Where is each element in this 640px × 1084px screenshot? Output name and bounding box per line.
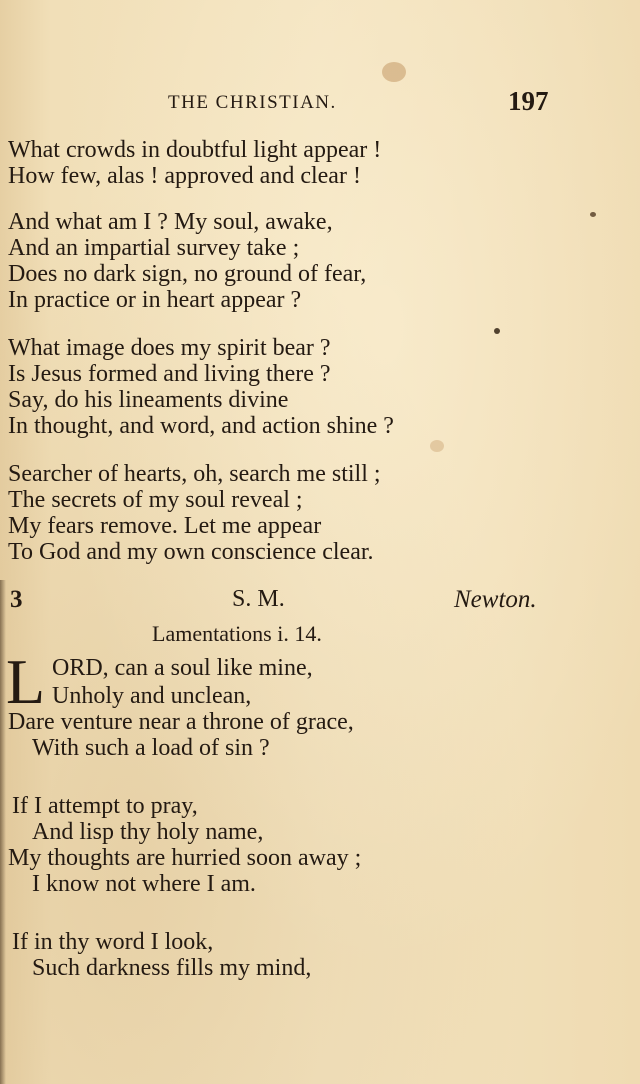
verse-line: And lisp thy holy name, (32, 819, 264, 845)
page-number: 197 (508, 86, 549, 116)
verse-line: What crowds in doubtful light appear ! (8, 137, 382, 163)
paper-stain (590, 212, 596, 217)
drop-cap: L (6, 646, 46, 717)
scripture-reference: Lamentations i. 14. (152, 621, 322, 646)
verse-line: In thought, and word, and action shine ? (8, 413, 394, 439)
verse-line: Unholy and unclean, (52, 683, 252, 709)
verse-line: And an impartial survey take ; (8, 235, 300, 261)
verse-line: Is Jesus formed and living there ? (8, 361, 331, 387)
verse-line: What image does my spirit bear ? (8, 335, 331, 361)
verse-line: Say, do his lineaments divine (8, 387, 289, 413)
verse-line: With such a load of sin ? (32, 735, 270, 761)
verse-line: How few, alas ! approved and clear ! (8, 163, 361, 189)
verse-line: Searcher of hearts, oh, search me still ; (8, 461, 381, 487)
verse-line: If in thy word I look, (12, 929, 214, 955)
verse-line: Such darkness fills my mind, (32, 955, 312, 981)
verse-line: My thoughts are hurried soon away ; (8, 845, 362, 871)
paper-stain (382, 62, 406, 82)
hymn-meter: S. M. (232, 586, 285, 612)
paper-stain (494, 328, 500, 334)
verse-line: Does no dark sign, no ground of fear, (8, 261, 367, 287)
running-head (0, 88, 640, 122)
verse-line: And what am I ? My soul, awake, (8, 209, 333, 235)
paper-stain (430, 440, 444, 452)
verse-line: I know not where I am. (32, 871, 256, 897)
verse-line: Dare venture near a throne of grace, (8, 709, 354, 735)
verse-line: To God and my own conscience clear. (8, 539, 374, 565)
verse-line: If I attempt to pray, (12, 793, 198, 819)
verse-line: In practice or in heart appear ? (8, 287, 302, 313)
hymn-author: Newton. (454, 586, 537, 613)
verse-line: My fears remove. Let me appear (8, 513, 322, 539)
verse-line: The secrets of my soul reveal ; (8, 487, 303, 513)
verse-line: ORD, can a soul like mine, (52, 655, 313, 681)
running-head-title: THE CHRISTIAN. (168, 92, 337, 113)
hymn-number: 3 (10, 586, 23, 613)
